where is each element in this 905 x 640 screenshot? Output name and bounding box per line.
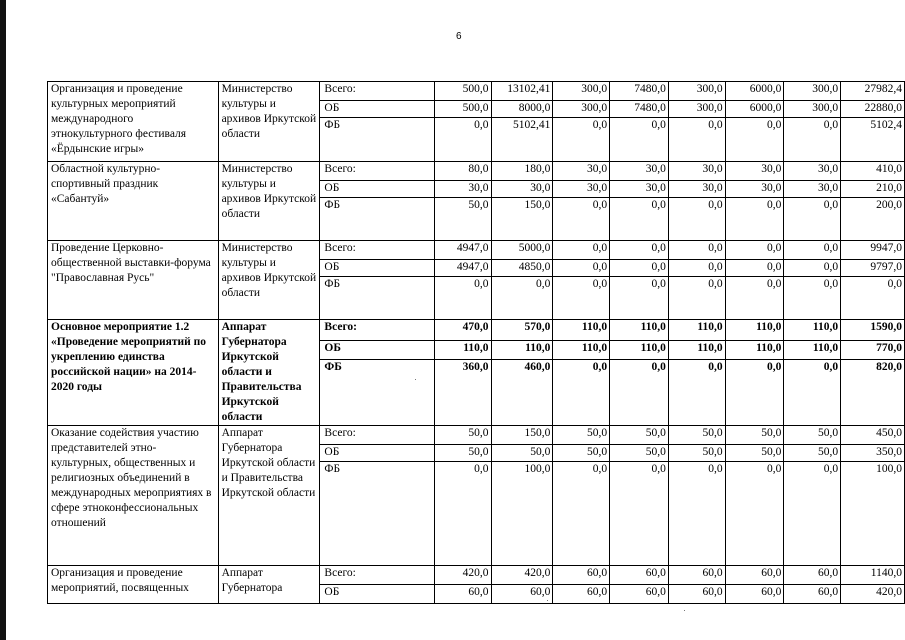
year-value-cell: 150,0: [491, 426, 553, 445]
total-value-cell: 210,0: [841, 181, 905, 198]
year-value-cell: 180,0: [491, 162, 553, 181]
year-value-cell: 0,0: [434, 462, 491, 566]
year-value-cell: 0,0: [784, 360, 841, 426]
budget-table: [47, 81, 905, 604]
funding-source-cell: ОБ: [320, 101, 434, 118]
funding-source-cell: Всего:: [320, 320, 434, 341]
year-value-cell: 0,0: [553, 260, 610, 277]
total-value-cell: 9947,0: [841, 241, 905, 260]
year-value-cell: 50,0: [434, 445, 491, 462]
year-value-cell: 0,0: [784, 462, 841, 566]
funding-source-cell: Всего:: [320, 566, 434, 585]
year-value-cell: 500,0: [434, 101, 491, 118]
funding-source-cell: Всего:: [320, 241, 434, 260]
funding-source-cell: Всего:: [320, 426, 434, 445]
activity-name-cell: Организация и проведение культурных мероприятий международного этнокультурного фестиваля «Ёрдынские игры»: [48, 82, 219, 162]
year-value-cell: 110,0: [668, 320, 725, 341]
year-value-cell: 80,0: [434, 162, 491, 181]
executor-cell: Министерство культуры и архивов Иркутской области: [218, 162, 320, 241]
year-value-cell: 6000,0: [725, 82, 784, 101]
year-value-cell: 0,0: [491, 277, 553, 320]
year-value-cell: 30,0: [553, 181, 610, 198]
year-value-cell: 0,0: [668, 277, 725, 320]
year-value-cell: 300,0: [668, 82, 725, 101]
total-value-cell: 1140,0: [841, 566, 905, 585]
year-value-cell: 0,0: [784, 118, 841, 162]
total-value-cell: 1590,0: [841, 320, 905, 341]
year-value-cell: 7480,0: [610, 82, 669, 101]
year-value-cell: 8000,0: [491, 101, 553, 118]
year-value-cell: 30,0: [553, 162, 610, 181]
year-value-cell: 50,0: [491, 445, 553, 462]
year-value-cell: 0,0: [725, 277, 784, 320]
scan-speck: [547, 600, 548, 601]
year-value-cell: 60,0: [553, 566, 610, 585]
year-value-cell: 60,0: [784, 585, 841, 604]
year-value-cell: 30,0: [725, 162, 784, 181]
year-value-cell: 0,0: [610, 277, 669, 320]
year-value-cell: 0,0: [784, 277, 841, 320]
year-value-cell: 110,0: [491, 341, 553, 360]
year-value-cell: 30,0: [784, 181, 841, 198]
page-number: 6: [456, 31, 462, 42]
year-value-cell: 300,0: [784, 82, 841, 101]
year-value-cell: 0,0: [553, 277, 610, 320]
funding-source-cell: ФБ: [320, 462, 434, 566]
year-value-cell: 300,0: [668, 101, 725, 118]
year-value-cell: 0,0: [668, 118, 725, 162]
year-value-cell: 60,0: [491, 585, 553, 604]
funding-source-cell: ОБ: [320, 181, 434, 198]
year-value-cell: 60,0: [668, 585, 725, 604]
year-value-cell: 5000,0: [491, 241, 553, 260]
activity-name-cell: Основное мероприятие 1.2 «Проведение мероприятий по укреплению единства российской нации» на 2014-2020 годы: [48, 320, 219, 426]
year-value-cell: 150,0: [491, 198, 553, 241]
total-value-cell: 0,0: [841, 277, 905, 320]
year-value-cell: 4947,0: [434, 241, 491, 260]
year-value-cell: 500,0: [434, 82, 491, 101]
funding-source-cell: Всего:: [320, 82, 434, 101]
year-value-cell: 60,0: [610, 566, 669, 585]
executor-cell: Аппарат Губернатора Иркутской области и Правительства Иркутской области: [218, 320, 320, 426]
year-value-cell: 110,0: [725, 341, 784, 360]
year-value-cell: 110,0: [784, 341, 841, 360]
year-value-cell: 300,0: [784, 101, 841, 118]
year-value-cell: 0,0: [725, 462, 784, 566]
year-value-cell: 30,0: [668, 181, 725, 198]
year-value-cell: 50,0: [668, 426, 725, 445]
year-value-cell: 30,0: [491, 181, 553, 198]
year-value-cell: 0,0: [553, 118, 610, 162]
total-value-cell: 770,0: [841, 341, 905, 360]
year-value-cell: 60,0: [668, 566, 725, 585]
total-value-cell: 27982,4: [841, 82, 905, 101]
year-value-cell: 50,0: [434, 198, 491, 241]
year-value-cell: 60,0: [784, 566, 841, 585]
scan-speck: [415, 379, 416, 380]
year-value-cell: 30,0: [610, 181, 669, 198]
year-value-cell: 4947,0: [434, 260, 491, 277]
total-value-cell: 200,0: [841, 198, 905, 241]
year-value-cell: 0,0: [725, 360, 784, 426]
year-value-cell: 50,0: [668, 445, 725, 462]
year-value-cell: 0,0: [668, 360, 725, 426]
year-value-cell: 0,0: [553, 198, 610, 241]
year-value-cell: 60,0: [725, 566, 784, 585]
year-value-cell: 60,0: [610, 585, 669, 604]
total-value-cell: 410,0: [841, 162, 905, 181]
funding-source-cell: ОБ: [320, 260, 434, 277]
year-value-cell: 0,0: [434, 118, 491, 162]
year-value-cell: 0,0: [668, 198, 725, 241]
year-value-cell: 300,0: [553, 101, 610, 118]
year-value-cell: 50,0: [610, 426, 669, 445]
executor-cell: Министерство культуры и архивов Иркутской области: [218, 82, 320, 162]
year-value-cell: 110,0: [553, 320, 610, 341]
year-value-cell: 60,0: [725, 585, 784, 604]
year-value-cell: 0,0: [725, 118, 784, 162]
year-value-cell: 6000,0: [725, 101, 784, 118]
year-value-cell: 460,0: [491, 360, 553, 426]
year-value-cell: 0,0: [610, 118, 669, 162]
year-value-cell: 0,0: [610, 241, 669, 260]
activity-name-cell: Областной культурно-спортивный праздник «Сабантуй»: [48, 162, 219, 241]
year-value-cell: 570,0: [491, 320, 553, 341]
total-value-cell: 9797,0: [841, 260, 905, 277]
funding-source-cell: ФБ: [320, 198, 434, 241]
year-value-cell: 50,0: [725, 426, 784, 445]
year-value-cell: 0,0: [725, 260, 784, 277]
year-value-cell: 30,0: [434, 181, 491, 198]
total-value-cell: 350,0: [841, 445, 905, 462]
activity-name-cell: Организация и проведение мероприятий, посвященных: [48, 566, 219, 604]
year-value-cell: 0,0: [610, 462, 669, 566]
year-value-cell: 110,0: [434, 341, 491, 360]
executor-cell: Аппарат Губернатора Иркутской области и Правительства Иркутской области: [218, 426, 320, 566]
year-value-cell: 110,0: [725, 320, 784, 341]
year-value-cell: 0,0: [725, 241, 784, 260]
executor-cell: Министерство культуры и архивов Иркутской области: [218, 241, 320, 320]
scan-speck: [684, 610, 685, 611]
year-value-cell: 30,0: [784, 162, 841, 181]
table-row: [48, 82, 905, 101]
year-value-cell: 110,0: [553, 341, 610, 360]
year-value-cell: 50,0: [434, 426, 491, 445]
year-value-cell: 0,0: [610, 360, 669, 426]
year-value-cell: 13102,41: [491, 82, 553, 101]
year-value-cell: 50,0: [553, 426, 610, 445]
year-value-cell: 360,0: [434, 360, 491, 426]
year-value-cell: 50,0: [784, 445, 841, 462]
year-value-cell: 7480,0: [610, 101, 669, 118]
year-value-cell: 470,0: [434, 320, 491, 341]
total-value-cell: 820,0: [841, 360, 905, 426]
funding-source-cell: ОБ: [320, 445, 434, 462]
year-value-cell: 50,0: [610, 445, 669, 462]
funding-source-cell: ОБ: [320, 341, 434, 360]
year-value-cell: 110,0: [784, 320, 841, 341]
year-value-cell: 0,0: [725, 198, 784, 241]
year-value-cell: 0,0: [553, 462, 610, 566]
year-value-cell: 0,0: [610, 198, 669, 241]
executor-cell: Аппарат Губернатора: [218, 566, 320, 604]
total-value-cell: 5102,4: [841, 118, 905, 162]
table-row: [48, 162, 905, 181]
year-value-cell: 110,0: [610, 341, 669, 360]
total-value-cell: 22880,0: [841, 101, 905, 118]
table-row: [48, 320, 905, 341]
year-value-cell: 420,0: [491, 566, 553, 585]
year-value-cell: 50,0: [784, 426, 841, 445]
funding-source-cell: ФБ: [320, 118, 434, 162]
year-value-cell: 0,0: [553, 360, 610, 426]
total-value-cell: 100,0: [841, 462, 905, 566]
table-row: [48, 241, 905, 260]
year-value-cell: 50,0: [725, 445, 784, 462]
table-row: [48, 566, 905, 585]
activity-name-cell: Оказание содействия участию представителей этно-культурных, общественных и религиозных объединений в международных мероприятиях в сфере этноконфессиональных отношений: [48, 426, 219, 566]
year-value-cell: 60,0: [553, 585, 610, 604]
year-value-cell: 420,0: [434, 566, 491, 585]
year-value-cell: 50,0: [553, 445, 610, 462]
total-value-cell: 450,0: [841, 426, 905, 445]
year-value-cell: 0,0: [668, 462, 725, 566]
year-value-cell: 0,0: [668, 260, 725, 277]
year-value-cell: 110,0: [610, 320, 669, 341]
year-value-cell: 0,0: [553, 241, 610, 260]
year-value-cell: 5102,41: [491, 118, 553, 162]
scan-edge: [0, 0, 6, 640]
year-value-cell: 0,0: [784, 241, 841, 260]
funding-source-cell: ФБ: [320, 277, 434, 320]
funding-source-cell: ФБ: [320, 360, 434, 426]
year-value-cell: 0,0: [434, 277, 491, 320]
year-value-cell: 30,0: [610, 162, 669, 181]
year-value-cell: 60,0: [434, 585, 491, 604]
total-value-cell: 420,0: [841, 585, 905, 604]
year-value-cell: 100,0: [491, 462, 553, 566]
year-value-cell: 0,0: [610, 260, 669, 277]
year-value-cell: 0,0: [668, 241, 725, 260]
year-value-cell: 4850,0: [491, 260, 553, 277]
year-value-cell: 300,0: [553, 82, 610, 101]
activity-name-cell: Проведение Церковно-общественной выставки-форума "Православная Русь": [48, 241, 219, 320]
funding-source-cell: ОБ: [320, 585, 434, 604]
table-row: [48, 426, 905, 445]
year-value-cell: 30,0: [725, 181, 784, 198]
year-value-cell: 110,0: [668, 341, 725, 360]
year-value-cell: 30,0: [668, 162, 725, 181]
year-value-cell: 0,0: [784, 260, 841, 277]
funding-source-cell: Всего:: [320, 162, 434, 181]
year-value-cell: 0,0: [784, 198, 841, 241]
